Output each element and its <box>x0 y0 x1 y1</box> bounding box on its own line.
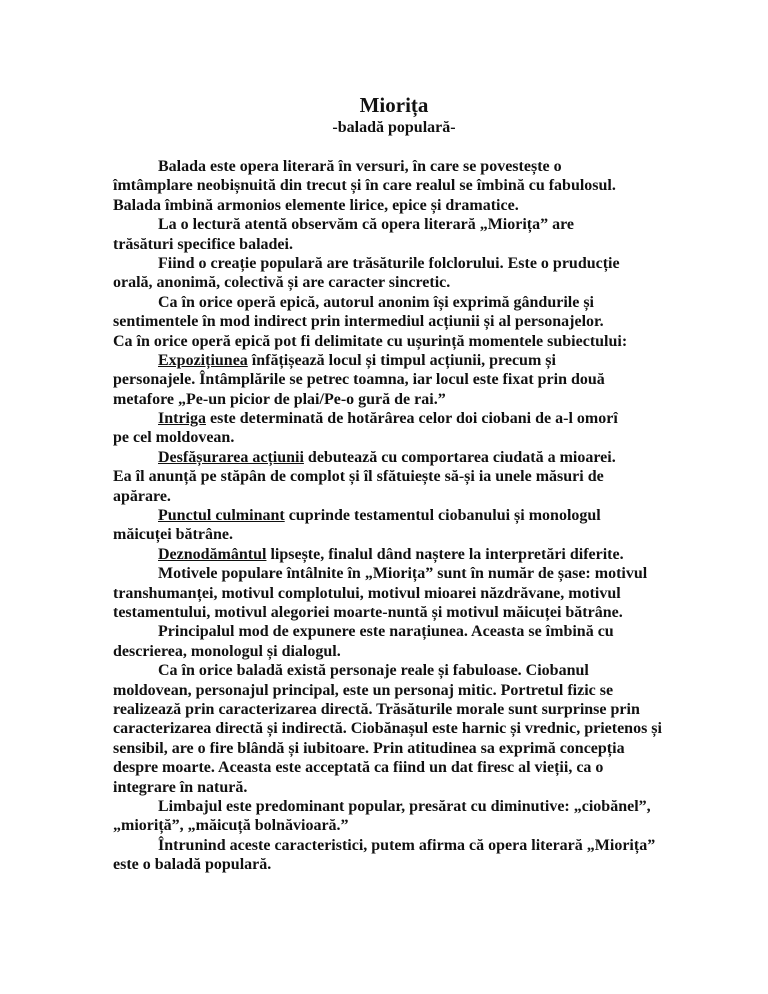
text-line <box>113 719 733 738</box>
text-line <box>113 506 733 525</box>
text-line <box>113 642 733 661</box>
text-line <box>113 390 733 409</box>
text-run: caracterizarea directă și indirectă. Ciobănașul este harnic și vrednic, prietenos și <box>113 720 662 738</box>
text-line <box>113 603 733 622</box>
text-run: Ca în orice baladă există personaje reale și fabuloase. Ciobanul <box>158 662 589 680</box>
text-run: orală, anonimă, colectivă și are caracter sincretic. <box>113 274 451 292</box>
text-run: Ca în orice operă epică pot fi delimitate cu ușurință momentele subiectului: <box>113 332 628 350</box>
text-run: înfățișează locul și timpul acțiunii, precum și <box>247 351 556 369</box>
text-line <box>113 273 733 292</box>
text-run: cuprinde testamentul ciobanului și monologul <box>284 507 601 525</box>
text-line <box>113 681 733 700</box>
underlined-term: Desfășurarea acțiunii <box>158 448 304 466</box>
text-run: trăsături specifice baladei. <box>113 235 293 253</box>
text-run: metafore „Pe-un picior de plai/Pe-o gură de rai.” <box>113 390 446 408</box>
text-line <box>113 584 733 603</box>
text-run: La o lectură atentă observăm că opera literară „Miorița” are <box>158 216 575 234</box>
text-run: personajele. Întâmplările se petrec toamna, iar locul este fixat prin două <box>113 371 605 389</box>
text-line <box>113 487 733 506</box>
text-run: lipsește, finalul dând naștere la interpretări diferite. <box>266 545 624 563</box>
text-line <box>113 196 733 215</box>
text-run: testamentului, motivul alegoriei moarte-nuntă și motivul măicuței bătrâne. <box>113 603 623 621</box>
text-line <box>113 409 733 428</box>
underlined-term: Intriga <box>158 410 206 428</box>
text-line <box>113 428 733 447</box>
text-line <box>113 739 733 758</box>
text-line <box>113 836 733 855</box>
underlined-term: Expozițiunea <box>158 351 248 369</box>
document-title: Miorița <box>359 93 429 117</box>
text-run: măicuței bătrâne. <box>113 526 233 544</box>
document-subtitle: -baladă populară- <box>332 119 456 136</box>
text-run: este o baladă populară. <box>113 856 272 874</box>
text-run: Limbajul este predominant popular, presărat cu diminutive: „ciobănel”, <box>158 797 651 815</box>
text-line <box>113 661 733 680</box>
text-line <box>113 157 733 176</box>
text-line <box>113 467 733 486</box>
text-run: transhumanței, motivul complotului, motivul mioarei năzdrăvane, motivul <box>113 584 621 602</box>
text-run: sensibil, are o fire blândă și iubitoare. Prin atitudinea sa exprimă concepția <box>113 739 625 757</box>
text-run: moldovean, personajul principal, este un personaj mitic. Portretul fizic se <box>113 681 614 699</box>
text-run: integrare în natură. <box>113 778 248 796</box>
text-line <box>113 332 733 351</box>
text-run: sentimentele în mod indirect prin intermediul acțiunii și al personajelor. <box>113 313 604 331</box>
text-run: descrierea, monologul și dialogul. <box>113 642 341 660</box>
text-run: Ea îl anunță pe stăpân de complot și îl sfătuiește să-și ia unele măsuri de <box>113 468 604 486</box>
text-run: Întrunind aceste caracteristici, putem afirma că opera literară „Miorița” <box>158 836 656 854</box>
document-body <box>113 157 733 874</box>
text-run: Principalul mod de expunere este narațiunea. Aceasta se îmbină cu <box>158 623 614 641</box>
text-run: Ca în orice operă epică, autorul anonim își exprimă gândurile și <box>158 293 594 311</box>
text-line <box>113 312 733 331</box>
text-line <box>113 816 733 835</box>
text-line <box>113 778 733 797</box>
text-line <box>113 700 733 719</box>
text-line <box>113 370 733 389</box>
text-run: realizează prin caracterizarea directă. Trăsăturile morale sunt surprinse prin <box>113 700 640 718</box>
text-line <box>113 564 733 583</box>
text-line <box>113 215 733 234</box>
text-line <box>113 351 733 370</box>
text-run: este determinată de hotărârea celor doi ciobani de a-l omorî <box>206 410 618 428</box>
text-line <box>113 855 733 874</box>
text-line <box>113 176 733 195</box>
text-line <box>113 622 733 641</box>
text-run: despre moarte. Aceasta este acceptată ca fiind un dat firesc al vieții, ca o <box>113 759 604 777</box>
text-run: Balada este opera literară în versuri, în care se povestește o <box>158 158 562 175</box>
text-run: apărare. <box>113 487 171 505</box>
text-line <box>113 758 733 777</box>
text-run: pe cel moldovean. <box>113 429 235 447</box>
text-line <box>113 448 733 467</box>
text-line <box>113 254 733 273</box>
text-line <box>113 797 733 816</box>
text-line <box>113 235 733 254</box>
underlined-term: Punctul culminant <box>158 507 285 525</box>
text-line <box>113 525 733 544</box>
underlined-term: Deznodământul <box>158 545 267 563</box>
text-run: Fiind o creație populară are trăsăturile folclorului. Este o pruducție <box>158 254 620 272</box>
text-line <box>113 293 733 312</box>
text-run: „mioriță”, „măicuță bolnăvioară.” <box>113 817 349 835</box>
text-run: Balada îmbină armonios elemente lirice, epice și dramatice. <box>113 196 519 214</box>
text-run: debutează cu comportarea ciudată a mioarei. <box>303 448 616 466</box>
text-run: Motivele populare întâlnite în „Miorița” sunt în număr de șase: motivul <box>158 565 648 583</box>
text-run: îmtâmplare neobișnuită din trecut și în care realul se îmbină cu fabulosul. <box>113 177 616 195</box>
text-line <box>113 545 733 564</box>
